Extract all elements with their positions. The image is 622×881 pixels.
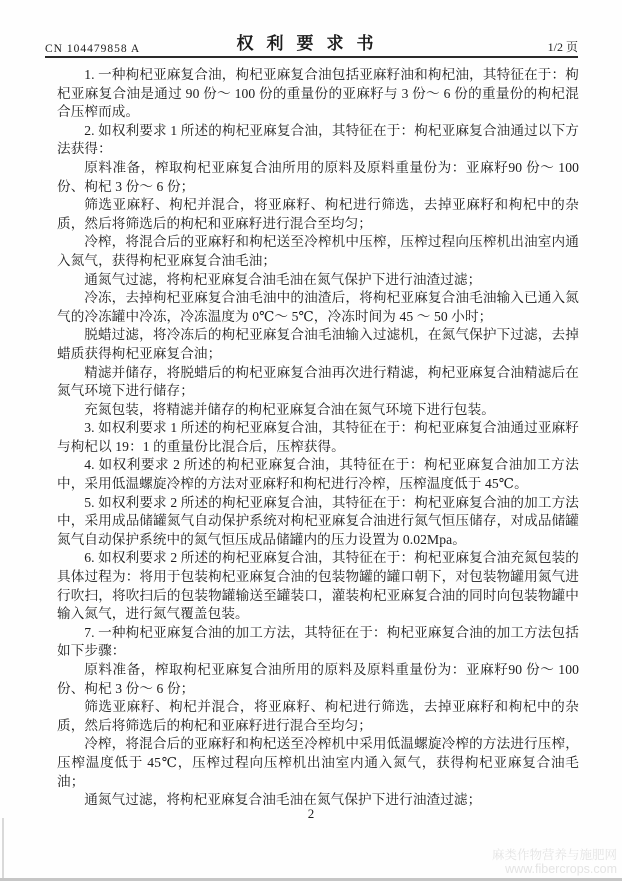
claim-paragraph: 3. 如权利要求 1 所述的枸杞亚麻复合油，其特征在于：枸杞亚麻复合油通过亚麻籽与枸杞以 19：1 的重量份比混合后，压榨获得。 <box>57 420 579 454</box>
page-indicator: 1/2 页 <box>547 40 578 54</box>
claim-paragraph: 5. 如权利要求 2 所述的枸杞亚麻复合油，其特征在于：枸杞亚麻复合油的加工方法中，采用成品储罐氮气自动保护系统对枸杞亚麻复合油进行氮气恒压储存，对成品储罐氮气自动保护系统中的氮气恒压成品储罐内的压力设置为 0.02Mpa。 <box>57 494 579 547</box>
watermark-site-url: www.fibercrops.com <box>505 862 617 876</box>
claim-paragraph: 原料准备，榨取枸杞亚麻复合油所用的原料及原料重量份为：亚麻籽90 份～ 100 份、枸杞 3 份～ 6 份； <box>57 159 579 194</box>
page-header <box>45 34 578 58</box>
claim-paragraph: 2. 如权利要求 1 所述的枸杞亚麻复合油，其特征在于：枸杞亚麻复合油通过以下方法获得： <box>57 122 579 157</box>
document-title: 权利要求书 <box>236 34 387 53</box>
document-number: CN 104479858 A <box>45 43 141 55</box>
claim-paragraph: 精滤并储存，将脱蜡后的枸杞亚麻复合油再次进行精滤，枸杞亚麻复合油精滤后在氮气环境下进行储存； <box>57 364 579 399</box>
claim-paragraph: 1. 一种枸杞亚麻复合油，枸杞亚麻复合油包括亚麻籽油和枸杞油，其特征在于：枸杞亚麻复合油是通过 90 份～ 100 份的重量份的亚麻籽与 3 份～ 6 份的重量份的枸杞混合压榨而成。 <box>57 67 579 120</box>
scan-artifact-left-edge <box>2 818 4 878</box>
claim-paragraph: 4. 如权利要求 2 所述的枸杞亚麻复合油，其特征在于：枸杞亚麻复合油加工方法中，采用低温螺旋冷榨的方法对亚麻籽和枸杞进行冷榨，压榨温度低于 45℃。 <box>57 457 579 492</box>
claim-paragraph: 6. 如权利要求 2 所述的枸杞亚麻复合油，其特征在于：枸杞亚麻复合油充氮包装的具体过程为：将用于包装枸杞亚麻复合油的包装物罐的罐口朝下，对包装物罐用氮气进行吹扫，将吹扫后的包装物罐输送至罐装口，灌装枸杞亚麻复合油的同时向包装物罐中输入氮气，进行氮气覆盖包装。 <box>57 550 579 622</box>
watermark <box>492 848 617 876</box>
watermark-site-name: 麻类作物营养与施肥网 <box>491 848 617 862</box>
claim-paragraph: 通氮气过滤，将枸杞亚麻复合油毛油在氮气保护下进行油渣过滤； <box>84 792 482 808</box>
claim-paragraph: 冷榨，将混合后的亚麻籽和枸杞送至冷榨机中采用低温螺旋冷榨的方法进行压榨，压榨温度低于 45℃，压榨过程向压榨机出油室内通入氮气，获得枸杞亚麻复合油毛油； <box>57 736 579 789</box>
claims-body <box>57 66 579 810</box>
claim-paragraph: 筛选亚麻籽、枸杞并混合，将亚麻籽、枸杞进行筛选，去掉亚麻籽和枸杞中的杂质，然后将筛选后的枸杞和亚麻籽进行混合至均匀； <box>57 699 579 733</box>
claim-paragraph: 筛选亚麻籽、枸杞并混合，将亚麻籽、枸杞进行筛选，去掉亚麻籽和枸杞中的杂质，然后将筛选后的枸杞和亚麻籽进行混合至均匀； <box>57 197 579 231</box>
claim-paragraph: 脱蜡过滤，将冷冻后的枸杞亚麻复合油毛油输入过滤机，在氮气保护下过滤，去掉蜡质获得枸杞亚麻复合油； <box>57 327 579 361</box>
claim-paragraph: 通氮气过滤，将枸杞亚麻复合油毛油在氮气保护下进行油渣过滤； <box>84 271 482 287</box>
claim-paragraph: 7. 一种枸杞亚麻复合油的加工方法，其特征在于：枸杞亚麻复合油的加工方法包括如下步骤： <box>57 624 579 659</box>
header-divider <box>45 56 578 58</box>
page-number: 2 <box>307 806 315 821</box>
claim-paragraph: 冷榨，将混合后的亚麻籽和枸杞送至冷榨机中压榨，压榨过程向压榨机出油室内通入氮气，获得枸杞亚麻复合油毛油； <box>57 234 579 268</box>
claim-paragraph: 冷冻，去掉枸杞亚麻复合油毛油中的油渣后，将枸杞亚麻复合油毛油输入已通入氮气的冷冻罐中冷冻，冷冻温度为 0℃～ 5℃，冷冻时间为 45 ～ 50 小时； <box>57 290 579 324</box>
claim-paragraph: 原料准备，榨取枸杞亚麻复合油所用的原料及原料重量份为：亚麻籽90 份～ 100 份、枸杞 3 份～ 6 份； <box>57 662 579 696</box>
claim-paragraph: 充氮包装，将精滤并储存的枸杞亚麻复合油在氮气环境下进行包装。 <box>84 401 495 417</box>
